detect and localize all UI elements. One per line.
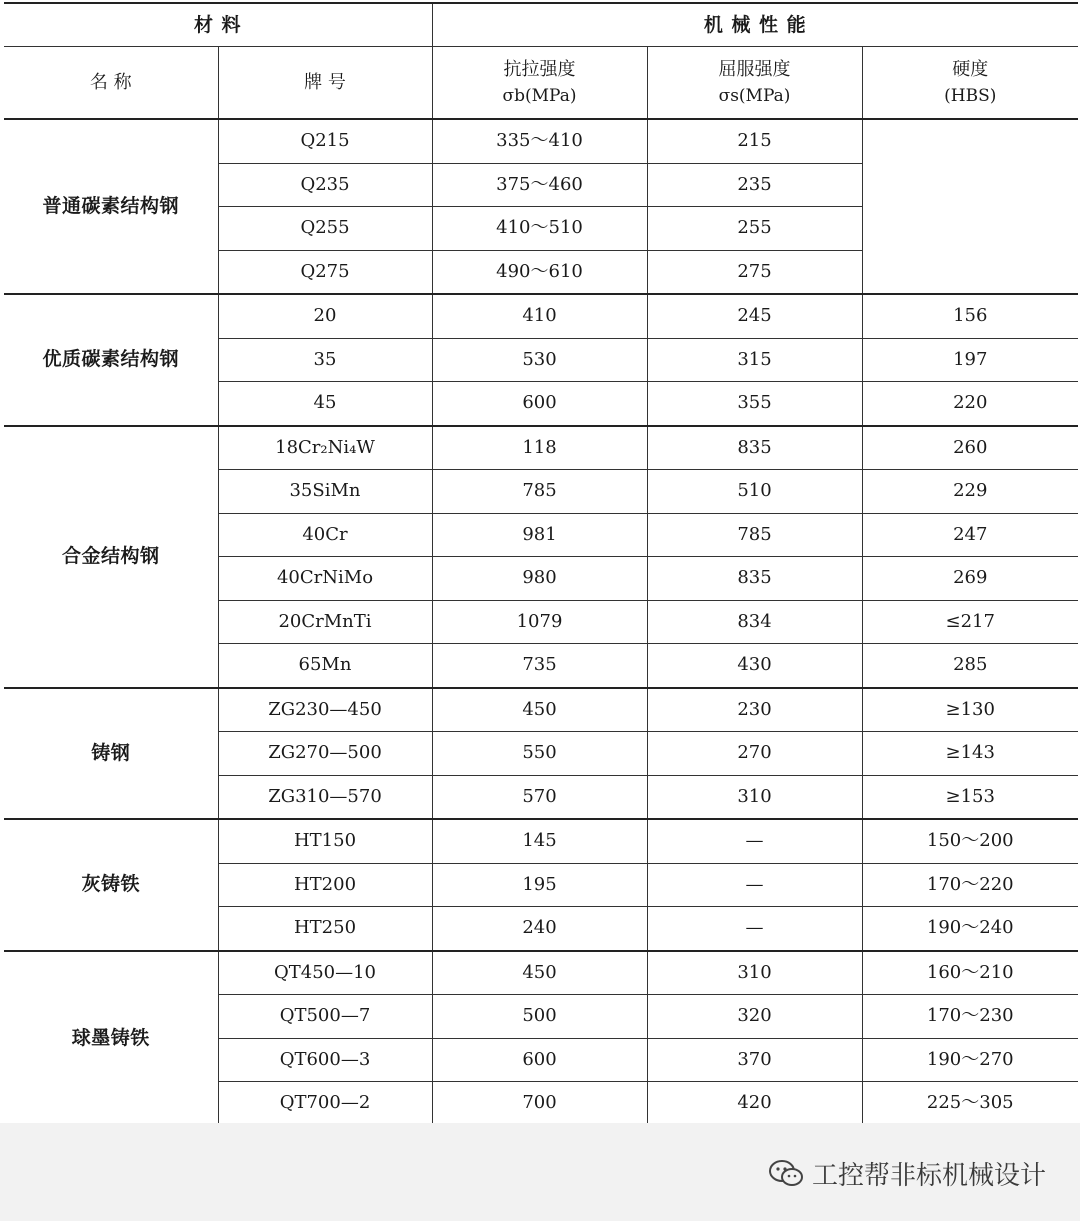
hardness-cell: 190～270 (862, 1038, 1078, 1082)
tensile-cell: 195 (432, 863, 647, 907)
yield-cell: — (647, 907, 862, 951)
group-name: 铸钢 (4, 688, 218, 820)
material-properties-table (4, 2, 1078, 1127)
header-tensile-unit: σb(MPa) (502, 86, 577, 107)
hardness-cell: ≥130 (862, 688, 1078, 732)
tensile-cell: 450 (432, 951, 647, 995)
tensile-cell: 118 (432, 426, 647, 470)
grade-cell: QT600—3 (218, 1038, 432, 1082)
tensile-cell: 981 (432, 513, 647, 557)
grade-cell: HT250 (218, 907, 432, 951)
yield-cell: 835 (647, 557, 862, 601)
yield-cell: 275 (647, 250, 862, 294)
hardness-cell: 150～200 (862, 819, 1078, 863)
grade-cell: 40CrNiMo (218, 557, 432, 601)
tensile-cell: 410～510 (432, 207, 647, 251)
tensile-cell: 600 (432, 1038, 647, 1082)
header-grade (218, 47, 432, 120)
grade-cell: ZG270—500 (218, 732, 432, 776)
yield-cell: 510 (647, 470, 862, 514)
header-yield-label: 屈服强度 (718, 58, 791, 80)
grade-cell: QT450—10 (218, 951, 432, 995)
yield-cell: 230 (647, 688, 862, 732)
header-name (4, 47, 218, 120)
tensile-cell: 490～610 (432, 250, 647, 294)
yield-cell: 270 (647, 732, 862, 776)
table-row (4, 819, 1078, 863)
yield-cell: — (647, 819, 862, 863)
grade-cell: 65Mn (218, 644, 432, 688)
group-name: 灰铸铁 (4, 819, 218, 951)
grade-cell: 18Cr₂Ni₄W (218, 426, 432, 470)
table-row (4, 951, 1078, 995)
tensile-cell: 530 (432, 338, 647, 382)
hardness-cell: 170～220 (862, 863, 1078, 907)
hardness-cell: 190～240 (862, 907, 1078, 951)
yield-cell: 785 (647, 513, 862, 557)
tensile-cell: 550 (432, 732, 647, 776)
hardness-cell: ≥153 (862, 775, 1078, 819)
grade-cell: ZG310—570 (218, 775, 432, 819)
wechat-icon (768, 1159, 804, 1189)
grade-cell: Q215 (218, 119, 432, 163)
header-hardness (862, 47, 1078, 120)
yield-cell: — (647, 863, 862, 907)
yield-cell: 245 (647, 294, 862, 338)
hardness-cell: 285 (862, 644, 1078, 688)
hardness-cell: 197 (862, 338, 1078, 382)
hardness-cell: 229 (862, 470, 1078, 514)
grade-cell: 20CrMnTi (218, 600, 432, 644)
tensile-cell: 410 (432, 294, 647, 338)
header-name-label: 名 称 (89, 71, 132, 93)
tensile-cell: 600 (432, 382, 647, 426)
watermark-text: 工控帮非标机械设计 (811, 1161, 1046, 1191)
hardness-cell: 247 (862, 513, 1078, 557)
header-hardness-label: 硬度 (952, 58, 989, 80)
tensile-cell: 335～410 (432, 119, 647, 163)
table-row (4, 688, 1078, 732)
header-mechanical-properties: 机 械 性 能 (432, 3, 1078, 47)
tensile-cell: 735 (432, 644, 647, 688)
grade-cell: 35 (218, 338, 432, 382)
tensile-cell: 375～460 (432, 163, 647, 207)
tensile-cell: 785 (432, 470, 647, 514)
yield-cell: 834 (647, 600, 862, 644)
group-name: 优质碳素结构钢 (4, 294, 218, 426)
grade-cell: QT700—2 (218, 1082, 432, 1126)
hardness-cell: ≤217 (862, 600, 1078, 644)
grade-cell: HT150 (218, 819, 432, 863)
yield-cell: 430 (647, 644, 862, 688)
tensile-cell: 450 (432, 688, 647, 732)
table-row (4, 119, 1078, 163)
yield-cell: 355 (647, 382, 862, 426)
grade-cell: ZG230—450 (218, 688, 432, 732)
hardness-cell: 220 (862, 382, 1078, 426)
header-row-top (4, 3, 1078, 47)
header-row-sub (4, 47, 1078, 120)
footer-bar (0, 1123, 1080, 1221)
header-material: 材 料 (4, 3, 432, 47)
header-yield (647, 47, 862, 120)
hardness-cell: 160～210 (862, 951, 1078, 995)
yield-cell: 835 (647, 426, 862, 470)
tensile-cell: 145 (432, 819, 647, 863)
grade-cell: 20 (218, 294, 432, 338)
grade-cell: 35SiMn (218, 470, 432, 514)
header-tensile-label: 抗拉强度 (503, 58, 576, 80)
tensile-cell: 500 (432, 995, 647, 1039)
hardness-cell: 269 (862, 557, 1078, 601)
hardness-cell: 170～230 (862, 995, 1078, 1039)
header-yield-unit: σs(MPa) (718, 86, 791, 107)
grade-cell: QT500—7 (218, 995, 432, 1039)
yield-cell: 235 (647, 163, 862, 207)
hardness-cell: 156 (862, 294, 1078, 338)
yield-cell: 315 (647, 338, 862, 382)
yield-cell: 370 (647, 1038, 862, 1082)
grade-cell: 40Cr (218, 513, 432, 557)
header-grade-label: 牌 号 (304, 71, 346, 93)
yield-cell: 215 (647, 119, 862, 163)
watermark (768, 1155, 1046, 1192)
yield-cell: 255 (647, 207, 862, 251)
table-row (4, 426, 1078, 470)
group-name: 球墨铸铁 (4, 951, 218, 1126)
tensile-cell: 240 (432, 907, 647, 951)
yield-cell: 310 (647, 951, 862, 995)
tensile-cell: 980 (432, 557, 647, 601)
grade-cell: Q275 (218, 250, 432, 294)
yield-cell: 420 (647, 1082, 862, 1126)
tensile-cell: 570 (432, 775, 647, 819)
grade-cell: Q235 (218, 163, 432, 207)
yield-cell: 310 (647, 775, 862, 819)
hardness-cell (862, 119, 1078, 294)
yield-cell: 320 (647, 995, 862, 1039)
grade-cell: HT200 (218, 863, 432, 907)
hardness-cell: 225～305 (862, 1082, 1078, 1126)
table-row (4, 294, 1078, 338)
hardness-cell: ≥143 (862, 732, 1078, 776)
tensile-cell: 1079 (432, 600, 647, 644)
group-name: 普通碳素结构钢 (4, 119, 218, 294)
grade-cell: 45 (218, 382, 432, 426)
grade-cell: Q255 (218, 207, 432, 251)
hardness-cell: 260 (862, 426, 1078, 470)
header-tensile (432, 47, 647, 120)
group-name: 合金结构钢 (4, 426, 218, 688)
header-hardness-unit: (HBS) (944, 86, 997, 107)
tensile-cell: 700 (432, 1082, 647, 1126)
